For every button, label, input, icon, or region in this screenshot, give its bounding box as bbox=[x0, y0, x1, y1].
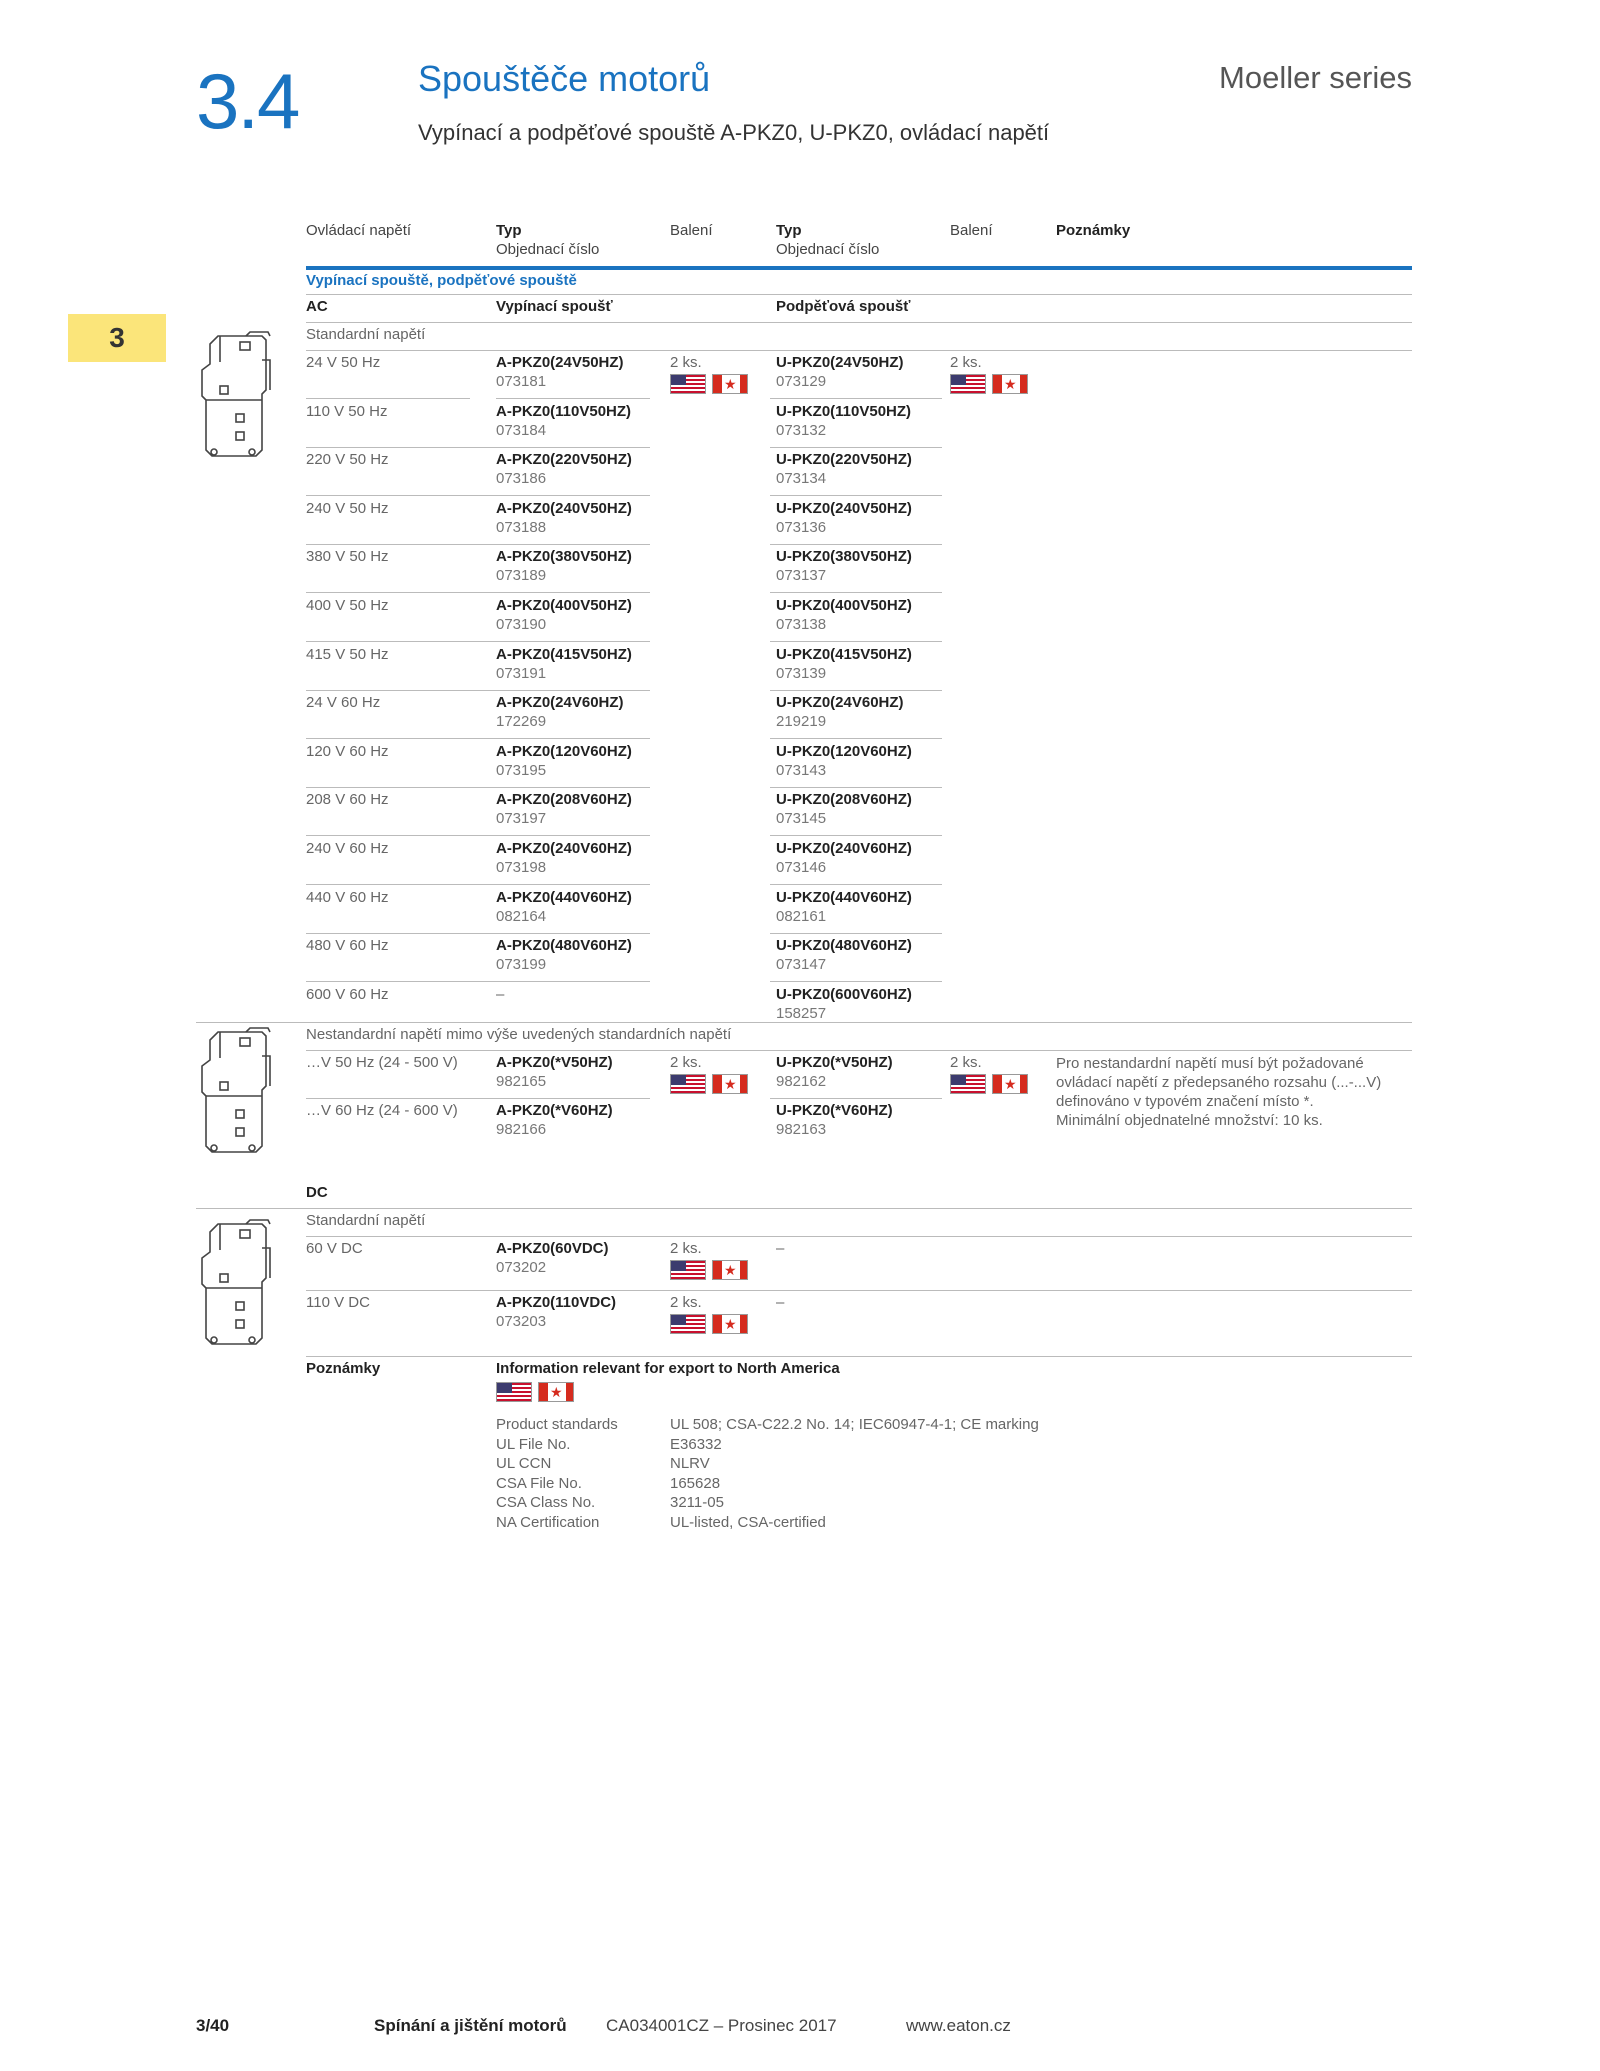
product-image-ac-nonstandard bbox=[196, 1026, 276, 1166]
type-cell: U-PKZ0(220V50HZ) bbox=[776, 451, 912, 468]
order-code-cell: 082161 bbox=[776, 908, 827, 925]
canada-flag-icon bbox=[992, 374, 1028, 394]
ac-label: AC bbox=[306, 298, 328, 315]
order-code-cell: 073137 bbox=[776, 567, 827, 584]
voltage-cell: 120 V 60 Hz bbox=[306, 743, 389, 760]
us-flag-icon bbox=[670, 1314, 706, 1334]
notes-value: UL 508; CSA-C22.2 No. 14; IEC60947-4-1; CE marking bbox=[670, 1416, 1039, 1433]
notes-key: UL CCN bbox=[496, 1455, 552, 1472]
type-cell: U-PKZ0(440V60HZ) bbox=[776, 889, 912, 906]
us-flag-icon bbox=[950, 374, 986, 394]
voltage-cell: 110 V DC bbox=[306, 1294, 370, 1311]
header-notes: Poznámky bbox=[1056, 222, 1131, 239]
type-cell: A-PKZ0(480V60HZ) bbox=[496, 937, 632, 954]
order-code-cell: 982165 bbox=[496, 1073, 547, 1090]
type-cell: U-PKZ0(240V50HZ) bbox=[776, 500, 912, 517]
order-code-cell: 073134 bbox=[776, 470, 827, 487]
type-cell: U-PKZ0(600V60HZ) bbox=[776, 986, 912, 1003]
voltage-cell: 240 V 60 Hz bbox=[306, 840, 389, 857]
type-cell: U-PKZ0(24V50HZ) bbox=[776, 354, 904, 371]
voltage-cell: 380 V 50 Hz bbox=[306, 548, 389, 565]
order-code-cell: 073145 bbox=[776, 810, 827, 827]
product-image-dc bbox=[196, 1218, 276, 1358]
product-image-ac-standard bbox=[196, 330, 276, 470]
type-cell: A-PKZ0(220V50HZ) bbox=[496, 451, 632, 468]
type-cell: U-PKZ0(110V50HZ) bbox=[776, 403, 912, 420]
type-cell: A-PKZ0(24V60HZ) bbox=[496, 694, 624, 711]
order-code-cell: 073202 bbox=[496, 1259, 547, 1276]
order-code-cell: 073146 bbox=[776, 859, 827, 876]
voltage-cell: …V 50 Hz (24 - 500 V) bbox=[306, 1054, 458, 1071]
voltage-cell: 240 V 50 Hz bbox=[306, 500, 389, 517]
page-subtitle: Vypínací a podpěťové spouště A-PKZ0, U-PKZ0, ovládací napětí bbox=[418, 120, 1050, 145]
voltage-cell: 24 V 60 Hz bbox=[306, 694, 381, 711]
release-module-icon bbox=[196, 1026, 276, 1166]
notes-value: E36332 bbox=[670, 1436, 722, 1453]
order-code-cell: 982166 bbox=[496, 1121, 547, 1138]
pack-label: 2 ks. bbox=[670, 1240, 702, 1257]
type-cell: U-PKZ0(24V60HZ) bbox=[776, 694, 904, 711]
header-order-1: Objednací číslo bbox=[496, 241, 600, 258]
na-flags bbox=[670, 1260, 748, 1280]
na-flags bbox=[950, 374, 1028, 394]
pack-label: 2 ks. bbox=[950, 1054, 982, 1071]
voltage-cell: 600 V 60 Hz bbox=[306, 986, 389, 1003]
type-cell: A-PKZ0(120V60HZ) bbox=[496, 743, 632, 760]
na-flags bbox=[950, 1074, 1028, 1094]
order-code-cell: 073186 bbox=[496, 470, 547, 487]
type-cell: A-PKZ0(24V50HZ) bbox=[496, 354, 624, 371]
order-code-cell: 073184 bbox=[496, 422, 547, 439]
order-code-cell: 073195 bbox=[496, 762, 547, 779]
pack-label: 2 ks. bbox=[950, 354, 982, 371]
header-pack-1: Balení bbox=[670, 222, 713, 239]
type-cell: U-PKZ0(240V60HZ) bbox=[776, 840, 912, 857]
type-cell: U-PKZ0(480V60HZ) bbox=[776, 937, 912, 954]
notes-key: Product standards bbox=[496, 1416, 618, 1433]
voltage-cell: 220 V 50 Hz bbox=[306, 451, 389, 468]
na-flags bbox=[496, 1382, 574, 1402]
type-cell: U-PKZ0(380V50HZ) bbox=[776, 548, 912, 565]
table-header bbox=[306, 222, 1412, 268]
type-cell: U-PKZ0(400V50HZ) bbox=[776, 597, 912, 614]
order-code-cell: 073147 bbox=[776, 956, 827, 973]
us-flag-icon bbox=[496, 1382, 532, 1402]
type-cell: A-PKZ0(*V50HZ) bbox=[496, 1054, 613, 1071]
type-cell: A-PKZ0(440V60HZ) bbox=[496, 889, 632, 906]
canada-flag-icon bbox=[712, 1260, 748, 1280]
header-rule bbox=[306, 266, 1412, 270]
type-cell: U-PKZ0(208V60HZ) bbox=[776, 791, 912, 808]
type-cell: U-PKZ0(120V60HZ) bbox=[776, 743, 912, 760]
order-code-cell: 073198 bbox=[496, 859, 547, 876]
us-flag-icon bbox=[950, 1074, 986, 1094]
type-cell: A-PKZ0(60VDC) bbox=[496, 1240, 609, 1257]
type-cell: A-PKZ0(110V50HZ) bbox=[496, 403, 632, 420]
canada-flag-icon bbox=[712, 1074, 748, 1094]
header-voltage: Ovládací napětí bbox=[306, 222, 412, 239]
order-code-cell: 073138 bbox=[776, 616, 827, 633]
header-pack-2: Balení bbox=[950, 222, 993, 239]
type-cell: U-PKZ0(*V60HZ) bbox=[776, 1102, 893, 1119]
notes-value: UL-listed, CSA-certified bbox=[670, 1514, 826, 1531]
voltage-cell: 415 V 50 Hz bbox=[306, 646, 389, 663]
voltage-cell: 208 V 60 Hz bbox=[306, 791, 389, 808]
notes-key: UL File No. bbox=[496, 1436, 571, 1453]
order-code-cell: 073199 bbox=[496, 956, 547, 973]
order-code-cell: 073203 bbox=[496, 1313, 547, 1330]
notes-value: 165628 bbox=[670, 1475, 721, 1492]
footer-catalog: CA034001CZ – Prosinec 2017 bbox=[606, 2016, 837, 2035]
na-flags bbox=[670, 1314, 748, 1334]
page-title: Spouštěče motorů bbox=[418, 58, 711, 99]
type-cell: A-PKZ0(110VDC) bbox=[496, 1294, 617, 1311]
type-cell: A-PKZ0(415V50HZ) bbox=[496, 646, 632, 663]
na-flags bbox=[670, 1074, 748, 1094]
dc-standard-label: Standardní napětí bbox=[306, 1212, 426, 1229]
order-code-cell: 073136 bbox=[776, 519, 827, 536]
voltage-cell: 110 V 50 Hz bbox=[306, 403, 388, 420]
page-number: 3/40 bbox=[196, 2016, 230, 2035]
nonstandard-label: Nestandardní napětí mimo výše uvedených standardních napětí bbox=[306, 1026, 732, 1043]
type-cell: A-PKZ0(380V50HZ) bbox=[496, 548, 632, 565]
group-title: Vypínací spouště, podpěťové spouště bbox=[306, 272, 577, 289]
notes-title: Information relevant for export to North America bbox=[496, 1360, 840, 1377]
type-cell: – bbox=[776, 1294, 785, 1311]
release-module-icon bbox=[196, 330, 276, 470]
order-code-cell: 219219 bbox=[776, 713, 827, 730]
voltage-cell: …V 60 Hz (24 - 600 V) bbox=[306, 1102, 458, 1119]
order-code-cell: 073129 bbox=[776, 373, 827, 390]
order-code-cell: 982163 bbox=[776, 1121, 827, 1138]
voltage-cell: 400 V 50 Hz bbox=[306, 597, 389, 614]
type-cell: A-PKZ0(240V50HZ) bbox=[496, 500, 632, 517]
notes-key: CSA Class No. bbox=[496, 1494, 596, 1511]
voltage-cell: 24 V 50 Hz bbox=[306, 354, 381, 371]
order-code-cell: 073139 bbox=[776, 665, 827, 682]
canada-flag-icon bbox=[712, 374, 748, 394]
canada-flag-icon bbox=[538, 1382, 574, 1402]
order-code-cell: 073132 bbox=[776, 422, 827, 439]
header-type-2: Typ bbox=[776, 222, 802, 239]
release-module-icon bbox=[196, 1218, 276, 1358]
pack-label: 2 ks. bbox=[670, 1054, 702, 1071]
order-code-cell: 073191 bbox=[496, 665, 547, 682]
type-cell: A-PKZ0(240V60HZ) bbox=[496, 840, 632, 857]
pack-label: 2 ks. bbox=[670, 354, 702, 371]
nonstandard-note: Pro nestandardní napětí musí být požadované ovládací napětí z předepsaného rozsahu (...-...V) definováno v typovém značení místo *. Minimální objednatelné množství: 10 ks. bbox=[1056, 1055, 1382, 1129]
order-code-cell: 073189 bbox=[496, 567, 547, 584]
order-code-cell: 073190 bbox=[496, 616, 547, 633]
shunt-heading: Vypínací spoušť bbox=[496, 298, 613, 315]
notes-label: Poznámky bbox=[306, 1360, 381, 1377]
series-label: Moeller series bbox=[1219, 60, 1412, 95]
undervoltage-heading: Podpěťová spoušť bbox=[776, 298, 911, 315]
order-code-cell: 172269 bbox=[496, 713, 547, 730]
section-number: 3.4 bbox=[196, 57, 299, 145]
header-type-1: Typ bbox=[496, 222, 522, 239]
notes-key: CSA File No. bbox=[496, 1475, 582, 1492]
order-code-cell: 073188 bbox=[496, 519, 547, 536]
type-cell: U-PKZ0(415V50HZ) bbox=[776, 646, 912, 663]
us-flag-icon bbox=[670, 1260, 706, 1280]
voltage-cell: 440 V 60 Hz bbox=[306, 889, 389, 906]
order-code-cell: 073181 bbox=[496, 373, 547, 390]
standard-voltage-label: Standardní napětí bbox=[306, 326, 426, 343]
header-order-2: Objednací číslo bbox=[776, 241, 880, 258]
type-cell: A-PKZ0(208V60HZ) bbox=[496, 791, 632, 808]
canada-flag-icon bbox=[992, 1074, 1028, 1094]
order-code-cell: 082164 bbox=[496, 908, 547, 925]
order-code-cell: 073143 bbox=[776, 762, 827, 779]
notes-value: NLRV bbox=[670, 1455, 710, 1472]
na-flags bbox=[670, 374, 748, 394]
notes-value: 3211-05 bbox=[670, 1494, 724, 1511]
type-cell: A-PKZ0(400V50HZ) bbox=[496, 597, 632, 614]
notes-key: NA Certification bbox=[496, 1514, 600, 1531]
voltage-cell: 480 V 60 Hz bbox=[306, 937, 389, 954]
order-code-cell: 982162 bbox=[776, 1073, 827, 1090]
type-cell: – bbox=[496, 986, 505, 1003]
footer-chapter: Spínání a jištění motorů bbox=[374, 2016, 567, 2035]
type-cell: – bbox=[776, 1240, 785, 1257]
us-flag-icon bbox=[670, 374, 706, 394]
chapter-tab[interactable]: 3 bbox=[68, 314, 166, 362]
order-code-cell: 158257 bbox=[776, 1005, 827, 1022]
type-cell: U-PKZ0(*V50HZ) bbox=[776, 1054, 893, 1071]
footer-url[interactable]: www.eaton.cz bbox=[906, 2016, 1011, 2035]
voltage-cell: 60 V DC bbox=[306, 1240, 363, 1257]
us-flag-icon bbox=[670, 1074, 706, 1094]
type-cell: A-PKZ0(*V60HZ) bbox=[496, 1102, 613, 1119]
pack-label: 2 ks. bbox=[670, 1294, 702, 1311]
canada-flag-icon bbox=[712, 1314, 748, 1334]
order-code-cell: 073197 bbox=[496, 810, 547, 827]
dc-label: DC bbox=[306, 1184, 328, 1201]
